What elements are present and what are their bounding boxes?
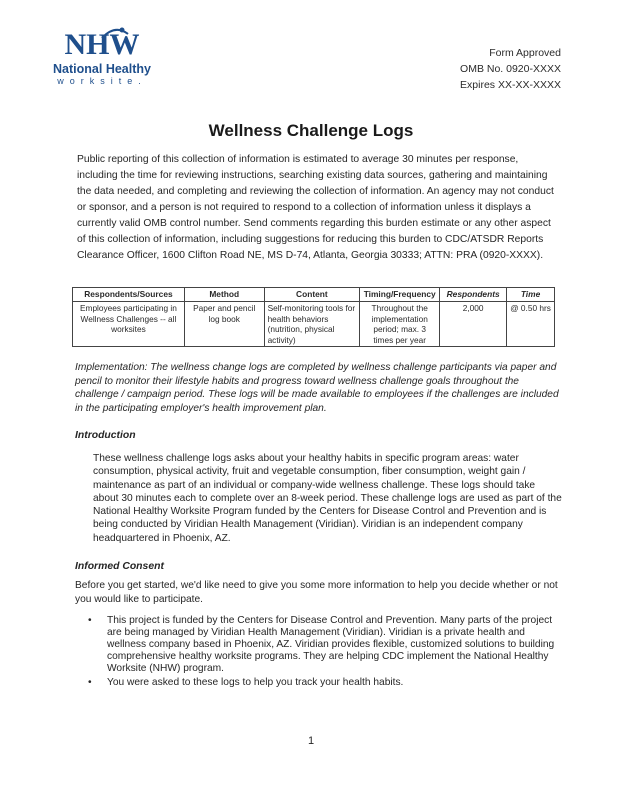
consent-bullet-list xyxy=(88,615,562,691)
cell-time: @ 0.50 hrs xyxy=(507,302,555,347)
table-row xyxy=(73,302,555,347)
omb-number: OMB No. 0920-XXXX xyxy=(460,63,561,75)
cell-timing: Throughout the implementation period; max. 3 times per year xyxy=(360,302,440,347)
page-title: Wellness Challenge Logs xyxy=(208,121,414,140)
header-content: Content xyxy=(264,288,360,302)
cell-respondents-sources: Employees participating in Wellness Challenges -- all worksites xyxy=(73,302,185,347)
implementation-note: Implementation: The wellness change logs are completed by wellness challenge participants via paper and pencil to monitor their lifestyle habits and progress toward wellness challenge goals throughout the challenge / campaign period. These logs will be made available to employees if the challenges are included in the participating employer's health improvement plan. xyxy=(75,362,559,414)
nhw-logo xyxy=(46,30,158,87)
introduction-body: These wellness challenge logs asks about your healthy habits in specific program areas: water consumption, physical activity, fruit and vegetable consumption, fiber consumption, weight gain / maintenance as part of an individual or company-wide wellness challenge. These logs should take about 30 minutes each to complete over an 8-week period. These challenge logs are used as part of the National Healthy Worksite Program funded by the Centers for Disease Control and Prevention and is being conducted by Viridian Health Management (Viridian). Viridian is an independent company headquartered in Phoenix, AZ. xyxy=(93,453,562,544)
bullet-text: This project is funded by the Centers for Disease Control and Prevention. Many parts of the project are being managed by Viridian Health Management (Viridian). Viridian is a private health and wellness company based in Phoenix, AZ. Viridian provides flexible, customized solutions to building comprehensive healthy worksite programs. They are helping CDC implement the National Healthy Worksite (NHW) program. xyxy=(107,615,555,674)
cell-content: Self-monitoring tools for health behaviors (nutrition, physical activity) xyxy=(264,302,360,347)
logo-name: National Healthy xyxy=(53,62,151,76)
header-respondents: Respondents xyxy=(440,288,507,302)
introduction-heading: Introduction xyxy=(75,430,136,441)
informed-consent-heading: Informed Consent xyxy=(75,561,164,572)
logo-mark: NHW xyxy=(64,28,140,61)
omb-form-approved: Form Approved xyxy=(489,47,561,59)
bullet-icon: • xyxy=(88,677,92,688)
page-number: 1 xyxy=(307,735,315,747)
table-header-row xyxy=(73,288,555,302)
bullet-icon: • xyxy=(88,615,92,626)
list-item xyxy=(88,677,562,689)
logo-subtitle: worksite. xyxy=(57,76,147,86)
bullet-text: You were asked to these logs to help you track your health habits. xyxy=(107,677,404,688)
list-item xyxy=(88,615,562,675)
informed-consent-body: Before you get started, we'd like need to give you some more information to help you decide whether or not you would like to participate. xyxy=(75,580,558,605)
omb-approval xyxy=(460,45,561,93)
respondent-table xyxy=(72,287,555,347)
header-respondents-sources: Respondents/Sources xyxy=(73,288,185,302)
burden-statement: Public reporting of this collection of information is estimated to average 30 minutes per response, including the time for reviewing instructions, searching existing data sources, gathering and maintaining the data needed, and completing and reviewing the collection of information. An agency may not conduct or sponsor, and a person is not required to respond to a collection of information unless it displays a currently valid OMB control number. Send comments regarding this burden estimate or any other aspect of this collection of information, including suggestions for reducing this burden to CDC/ATSDR Reports Clearance Officer, 1600 Clifton Road NE, MS D-74, Atlanta, Georgia 30333; ATTN: PRA (0920-XXXX). xyxy=(77,154,554,261)
omb-expiration: Expires XX-XX-XXXX xyxy=(460,79,561,91)
header-time: Time xyxy=(507,288,555,302)
header-timing: Timing/Frequency xyxy=(360,288,440,302)
header-method: Method xyxy=(184,288,264,302)
cell-respondents: 2,000 xyxy=(440,302,507,347)
cell-method: Paper and pencil log book xyxy=(184,302,264,347)
